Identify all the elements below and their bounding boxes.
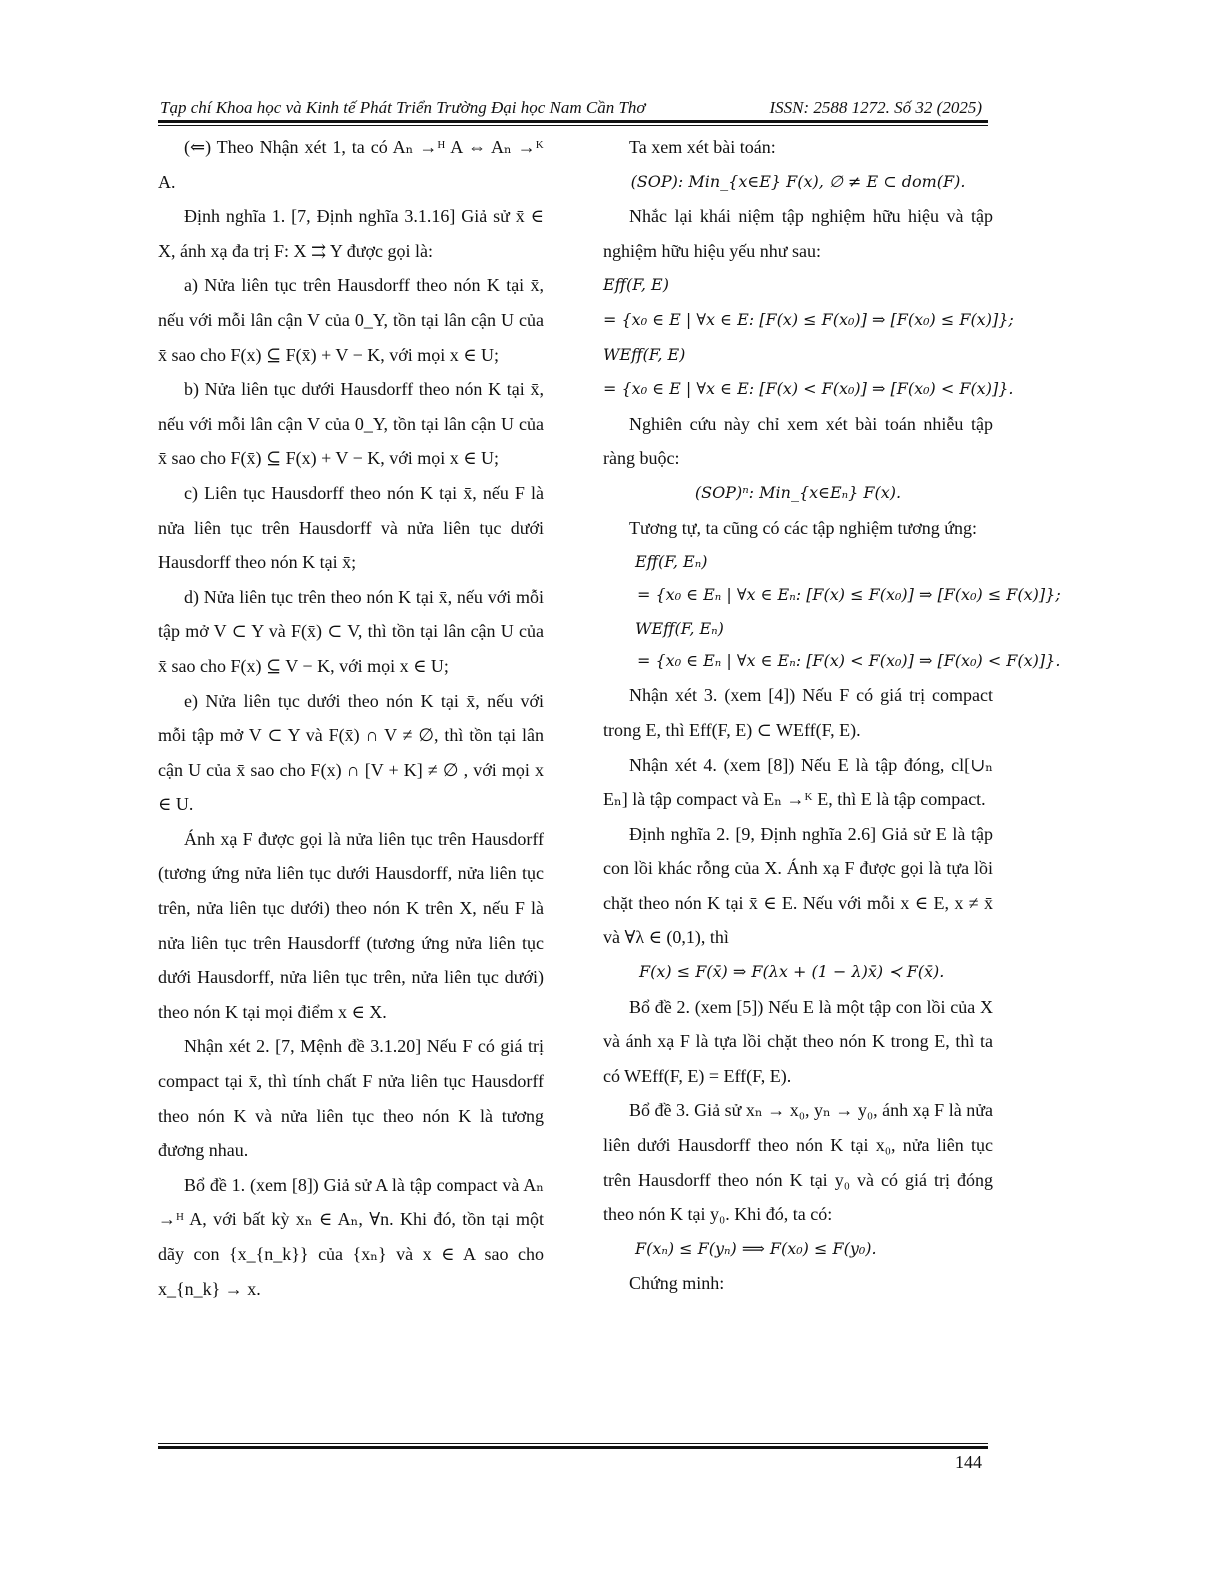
header-rule-thin <box>158 125 988 126</box>
formula-lemma-3: F(xₙ) ≤ F(yₙ) ⟹ F(x₀) ≤ F(y₀). <box>635 1238 877 1258</box>
definition-item-e: e) Nửa liên tục dưới theo nón K tại x̄, nếu với mỗi tập mở V ⊂ Y và F(x̄) ∩ V ≠ ∅, thì tồn tại lân cận U của x̄ sao cho F(x) ∩ [V + K] ≠ ∅ , với mọi x ∈ U. <box>158 690 544 815</box>
paragraph: Nghiên cứu này chỉ xem xét bài toán nhiễu tập ràng buộc: <box>603 413 993 469</box>
footer-rule-thick <box>158 1446 988 1449</box>
journal-title: Tạp chí Khoa học và Kinh tế Phát Triển Trường Đại học Nam Cần Thơ <box>160 98 646 117</box>
formula-eff-set: = {x₀ ∈ E | ∀x ∈ E: [F(x) ≤ F(x₀)] ⇒ [F(x₀) ≤ F(x)]}; <box>603 309 1014 329</box>
formula-eff-n-label: Eff(F, Eₙ) <box>635 552 708 572</box>
problem-sop: (SOP): Min_{x∈E} F(x), ∅ ≠ E ⊂ dom(F). <box>630 171 966 191</box>
definition-item-a: a) Nửa liên tục trên Hausdorff theo nón K tại x̄, nếu với mỗi lân cận V của 0_Y, tồn tại lân cận U của x̄ sao cho F(x) ⊆ F(x̄) + V − K, với mọi x ∈ U; <box>158 275 544 365</box>
formula-weff-n-set: = {x₀ ∈ Eₙ | ∀x ∈ Eₙ: [F(x) < F(x₀)] ⇒ [F(x₀) < F(x)]}. <box>637 651 1061 671</box>
formula-eff-label: Eff(F, E) <box>603 275 669 295</box>
formula-weff-n-label: WEff(F, Eₙ) <box>635 618 724 638</box>
page-number: 144 <box>955 1452 982 1472</box>
header-rule-thick <box>158 120 988 123</box>
lemma-1: Bổ đề 1. (xem [8]) Giả sử A là tập compact và Aₙ →ᴴ A, với bất kỳ xₙ ∈ Aₙ, ∀n. Khi đó, tồn tại một dãy con {x_{n_k}} của {xₙ} và x ∈ A sao cho x_{n_k} → x. <box>158 1174 544 1299</box>
paragraph: Tương tự, ta cũng có các tập nghiệm tương ứng: <box>629 517 977 538</box>
paragraph: Ta xem xét bài toán: <box>629 137 776 157</box>
remark-2: Nhận xét 2. [7, Mệnh đề 3.1.20] Nếu F có giá trị compact tại x̄, thì tính chất F nửa liên tục Hausdorff theo nón K và nửa liên tục theo nón K là tương đương nhau. <box>158 1036 544 1161</box>
issn-issue: ISSN: 2588 1272. Số 32 (2025) <box>769 98 982 117</box>
formula-eff-n-set: = {x₀ ∈ Eₙ | ∀x ∈ Eₙ: [F(x) ≤ F(x₀)] ⇒ [F(x₀) ≤ F(x)]}; <box>637 584 1061 604</box>
running-header <box>158 96 988 120</box>
definition-item-c: c) Liên tục Hausdorff theo nón K tại x̄, nếu F là nửa liên tục trên Hausdorff và nửa liên tục dưới Hausdorff theo nón K tại x̄; <box>158 482 544 573</box>
problem-sop-n: (SOP)ⁿ: Min_{x∈Eₙ} F(x). <box>694 482 902 502</box>
paragraph: Ánh xạ F được gọi là nửa liên tục trên Hausdorff (tương ứng nửa liên tục dưới Hausdorff, nửa liên tục trên, nửa liên tục dưới) theo nón K trên X, nếu F là nửa liên tục trên Hausdorff (tương ứng nửa liên tục dưới Hausdorff, nửa liên tục trên, nửa liên tục dưới) theo nón K tại mọi điểm x ∈ X. <box>158 828 544 1022</box>
left-column <box>158 130 544 1306</box>
lemma-3: Bổ đề 3. Giả sử xₙ → x₀, yₙ → y₀, ánh xạ F là nửa liên dưới Hausdorff theo nón K tại x₀, nửa liên tục trên Hausdorff theo nón K tại y₀ và có giá trị đóng theo nón K tại y₀. Khi đó, ta có: <box>603 1100 993 1225</box>
paragraph: Nhắc lại khái niệm tập nghiệm hữu hiệu và tập nghiệm hữu hiệu yếu như sau: <box>603 206 993 261</box>
formula-weff-set: = {x₀ ∈ E | ∀x ∈ E: [F(x) < F(x₀)] ⇒ [F(x₀) < F(x)]}. <box>603 379 1014 399</box>
remark-4: Nhận xét 4. (xem [8]) Nếu E là tập đóng, cl[∪ₙ Eₙ] là tập compact và Eₙ →ᴷ E, thì E là tập compact. <box>603 754 993 810</box>
footer-rule-thin <box>158 1443 988 1444</box>
proof-heading: Chứng minh: <box>629 1273 725 1294</box>
definition-2: Định nghĩa 2. [9, Định nghĩa 2.6] Giả sử E là tập con lồi khác rỗng của X. Ánh xạ F được gọi là tựa lồi chặt theo nón K tại x̄ ∈ E. Nếu với mỗi x ∈ E, x ≠ x̄ và ∀λ ∈ (0,1), thì <box>603 823 993 948</box>
definition-item-b: b) Nửa liên tục dưới Hausdorff theo nón K tại x̄, nếu với mỗi lân cận V của 0_Y, tồn tại lân cận U của x̄ sao cho F(x̄) ⊆ F(x) + V − K, với mọi x ∈ U; <box>158 379 544 469</box>
remark-3: Nhận xét 3. (xem [4]) Nếu F có giá trị compact trong E, thì Eff(F, E) ⊂ WEff(F, E). <box>603 685 993 740</box>
definition-1: Định nghĩa 1. [7, Định nghĩa 3.1.16] Giả sử x̄ ∈ X, ánh xạ đa trị F: X ⇉ Y được gọi là: <box>158 206 544 261</box>
formula-weff-label: WEff(F, E) <box>603 344 686 364</box>
right-column <box>603 130 1061 1301</box>
definition-item-d: d) Nửa liên tục trên theo nón K tại x̄, nếu với mỗi tập mở V ⊂ Y và F(x̄) ⊂ V, thì tồn tại lân cận U của x̄ sao cho F(x) ⊆ V − K, với mọi x ∈ U; <box>158 586 544 676</box>
paragraph: (⇐) Theo Nhận xét 1, ta có Aₙ →ᴴ A ⇔ Aₙ →ᴷ A. <box>158 137 544 192</box>
lemma-2: Bổ đề 2. (xem [5]) Nếu E là một tập con lồi của X và ánh xạ F là tựa lồi chặt theo nón K trong E, thì ta có WEff(F, E) = Eff(F, E). <box>603 996 993 1086</box>
formula-quasiconvex: F(x) ≤ F(x̄) ⇒ F(λx + (1 − λ)x̄) ≺ F(x̄). <box>639 962 945 982</box>
